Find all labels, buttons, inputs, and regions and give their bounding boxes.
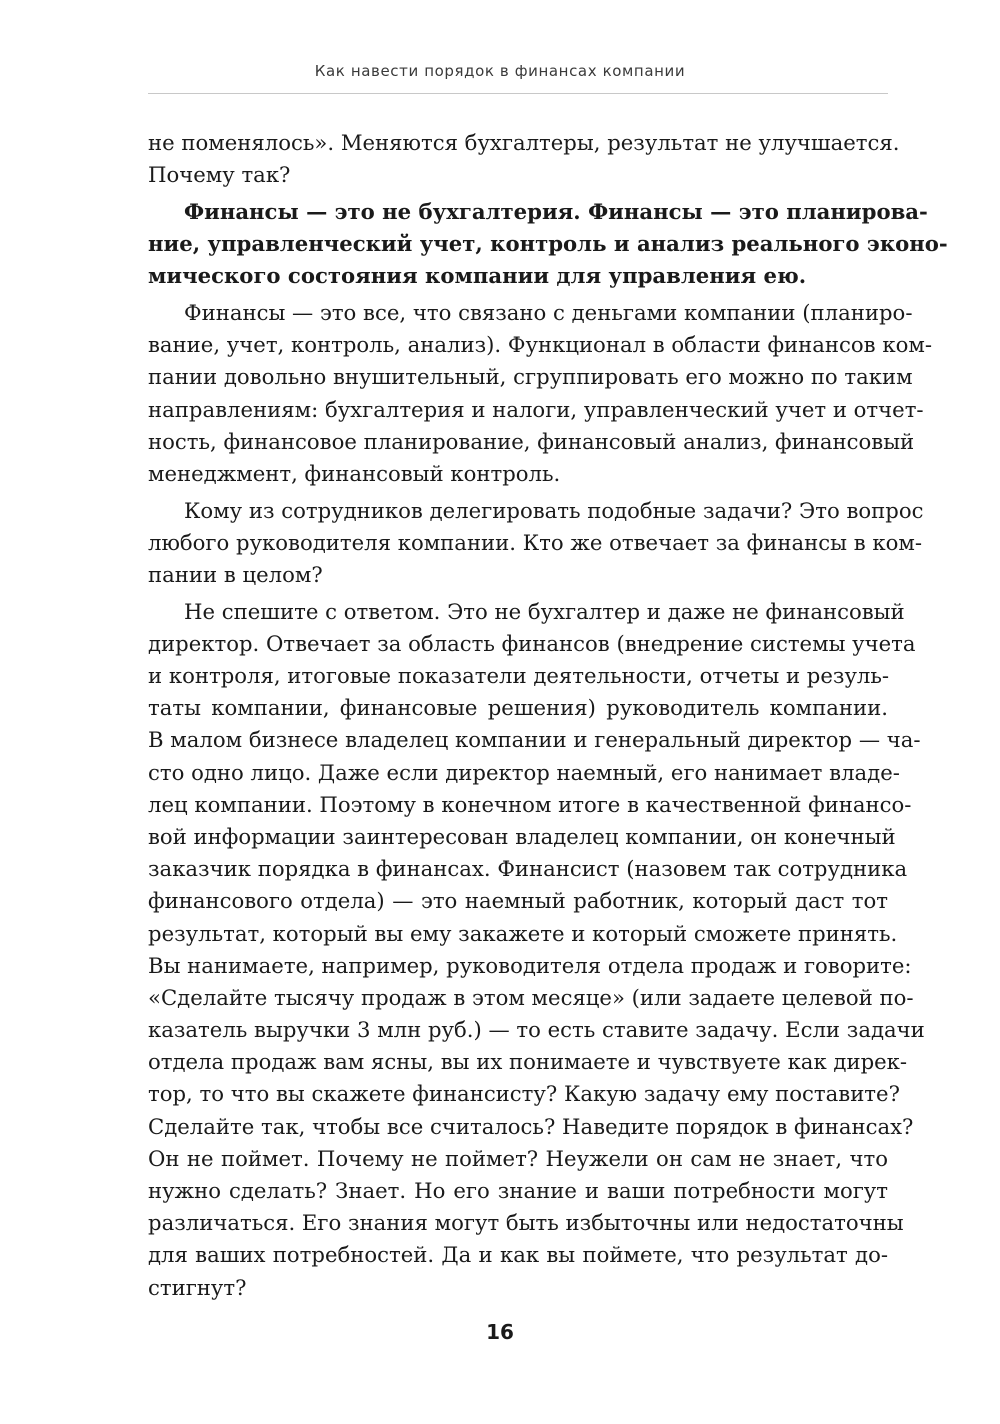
page-number: 16	[486, 1320, 514, 1344]
paragraph	[148, 596, 925, 1304]
text-line: не поменялось». Меняются бухгалтеры, результат не улучшается.	[148, 130, 900, 155]
text-line: любого руководителя компании. Кто же отвечает за финансы в ком-	[148, 529, 922, 555]
text-line: заказчик порядка в финансах. Финансист (назовем так сотрудника	[148, 856, 908, 882]
text-line: менеджмент, финансовый контроль.	[148, 460, 561, 486]
text-line: отдела продаж вам ясны, вы их понимаете и чувствуете как дирек-	[148, 1049, 908, 1075]
text-line: вой информации заинтересован владелец компании, он конечный	[148, 823, 896, 849]
text-line: Кому из сотрудников делегировать подобные задачи? Это вопрос	[184, 497, 924, 523]
paragraph	[148, 127, 900, 191]
text-line: ние, управленческий учет, контроль и анализ реального эконо-	[148, 231, 948, 257]
text-line: мического состояния компании для управления ею.	[148, 263, 807, 289]
text-line: ность, финансовое планирование, финансовый анализ, финансовый	[148, 428, 915, 454]
text-line: пании в целом?	[148, 561, 323, 587]
text-line: «Сделайте тысячу продаж в этом месяце» (или задаете целевой по-	[148, 984, 914, 1010]
emphasis-paragraph	[148, 196, 948, 293]
text-line: Он не поймет. Почему не поймет? Неужели он сам не знает, что	[148, 1145, 888, 1171]
text-line: Почему так?	[148, 162, 291, 188]
paragraph	[148, 297, 932, 490]
body-text	[148, 127, 948, 1304]
text-line: вание, учет, контроль, анализ). Функционал в области финансов ком-	[148, 332, 932, 358]
text-line: результат, который вы ему закажете и который сможете принять.	[148, 920, 898, 946]
paragraph	[148, 495, 924, 592]
text-line: нужно сделать? Знает. Но его знание и ваши потребности могут	[148, 1178, 888, 1203]
text-line: сто одно лицо. Даже если директор наемный, его нанимает владе-	[148, 759, 900, 785]
text-line: В малом бизнесе владелец компании и генеральный директор — ча-	[148, 727, 921, 753]
text-line: Финансы — это не бухгалтерия. Финансы — это планирова-	[184, 198, 928, 224]
text-line: казатель выручки 3 млн руб.) — то есть ставите задачу. Если задачи	[148, 1017, 925, 1043]
text-line: Не спешите с ответом. Это не бухгалтер и даже не финансовый	[184, 598, 905, 624]
text-line: Сделайте так, чтобы все считалось? Наведите порядок в финансах?	[148, 1113, 914, 1139]
text-line: Вы нанимаете, например, руководителя отдела продаж и говорите:	[148, 952, 912, 978]
text-line: направлениям: бухгалтерия и налоги, управленческий учет и отчет-	[148, 396, 924, 422]
header-rule	[148, 93, 888, 94]
running-head: Как навести порядок в финансах компании	[314, 62, 686, 80]
text-line: различаться. Его знания могут быть избыточны или недостаточны	[148, 1210, 904, 1236]
text-line: финансового отдела) — это наемный работник, который даст тот	[148, 888, 888, 914]
text-line: для ваших потребностей. Да и как вы поймете, что результат до-	[148, 1242, 888, 1268]
text-line: пании довольно внушительный, сгруппировать его можно по таким	[148, 364, 913, 390]
text-line: и контроля, итоговые показатели деятельности, отчеты и резуль-	[148, 663, 890, 688]
text-line: лец компании. Поэтому в конечном итоге в качественной финансо-	[148, 791, 912, 817]
text-line: таты компании, финансовые решения) руководитель компании.	[148, 695, 888, 721]
text-line: стигнут?	[148, 1274, 247, 1300]
text-line: Финансы — это все, что связано с деньгами компании (планиро-	[184, 299, 913, 325]
text-line: директор. Отвечает за область финансов (внедрение системы учета	[148, 630, 916, 656]
text-line: тор, то что вы скажете финансисту? Какую задачу ему поставите?	[148, 1081, 900, 1107]
